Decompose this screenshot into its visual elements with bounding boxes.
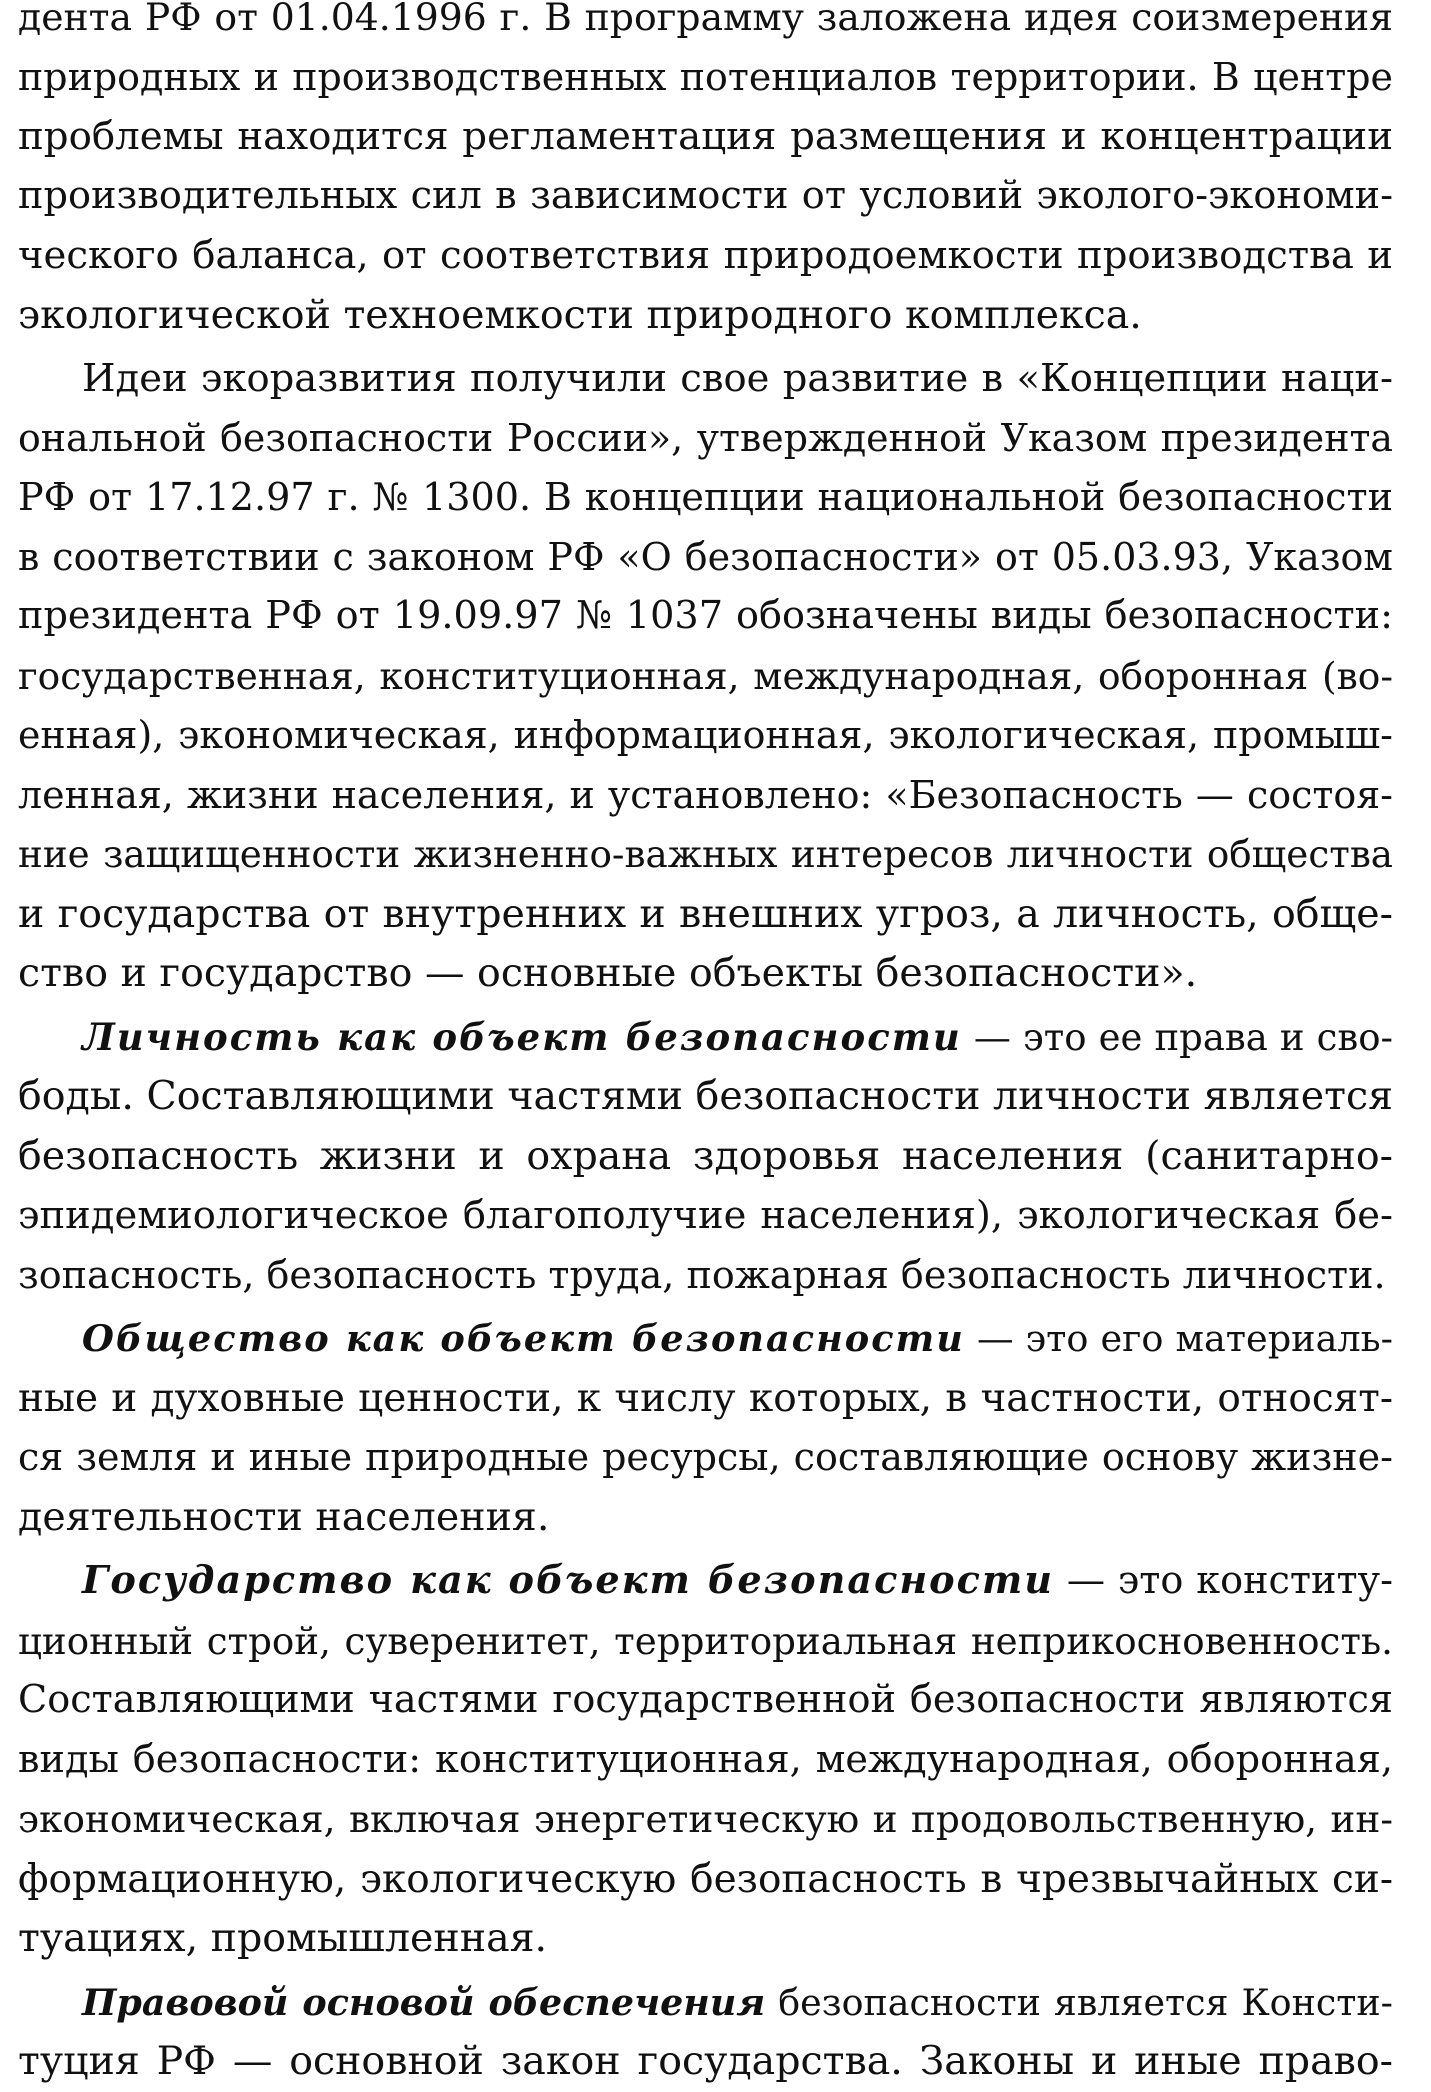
term-person-security: Личность как объект безопасности [82, 1014, 962, 1059]
text-line: ные и духовные ценности, к числу которых, в частности, относят- [18, 1375, 1393, 1421]
text-line: виды безопасности: конституционная, международная, оборонная, [18, 1737, 1393, 1782]
text-line: ство и государство — основные объекты безопасности». [18, 950, 1198, 996]
text-line: ние защищенности жизненно-важных интересов личности общества [18, 832, 1393, 876]
term-legal-basis: Правовой основой обеспечения [82, 1980, 766, 2024]
paragraph-eco-program [18, 0, 1393, 345]
text-line [18, 1551, 1393, 1612]
text-line: боды. Составляющими частями безопасности личности является [18, 1073, 1393, 1119]
text-line: проблемы находится регламентация размещения и концентрации [18, 114, 1393, 159]
text-line: деятельности населения. [18, 1493, 550, 1540]
text-line: РФ от 17.12.97 г. № 1300. В концепции национальной безопасности [18, 475, 1393, 519]
text-line [18, 1008, 1393, 1068]
text-line: государственная, конституционная, международная, оборонная (во- [18, 653, 1393, 698]
text-line: природных и производственных потенциалов территории. В центре [18, 54, 1393, 99]
text-line: безопасность жизни и охрана здоровья населения (санитарно- [18, 1132, 1393, 1179]
text-line: ционный строй, суверенитет, территориальная неприкосновенность. [18, 1618, 1393, 1663]
text-line: экологической техноемкости природного комплекса. [18, 291, 1142, 338]
term-state-security: Государство как объект безопасности [82, 1558, 1055, 1603]
text-line: и государства от внутренних и внешних угроз, а личность, обще- [18, 890, 1393, 937]
text-line: ся земля и иные природные ресурсы, составляющие основу жизне- [18, 1435, 1393, 1479]
text-line [18, 1309, 1393, 1369]
text-line: производительных сил в зависимости от условий эколого-экономи- [18, 173, 1393, 218]
text-line: туция РФ — основной закон государства. Законы и иные право- [18, 2038, 1393, 2084]
text-fragment: — это ее права и сво- [961, 1015, 1393, 1059]
text-line: экономическая, включая энергетическую и продовольственную, ин- [18, 1797, 1393, 1841]
paragraph-security-concept [18, 349, 1393, 1004]
text-line: Идеи экоразвития получили свое развитие в «Концепции наци- [82, 356, 1393, 401]
text-line: в соответствии с законом РФ «О безопасности» от 05.03.93, Указом [18, 534, 1393, 579]
text-line: ональной безопасности России», утвержденной Указом президента [18, 415, 1393, 460]
text-line: зопасность, безопасность труда, пожарная безопасность личности. [18, 1252, 1386, 1297]
document-page [18, 0, 1393, 2084]
paragraph-society-security [18, 1309, 1393, 1547]
paragraph-state-security [18, 1551, 1393, 1969]
text-line: енная), экономическая, информационная, экологическая, промыш- [18, 713, 1393, 757]
paragraph-person-security [18, 1008, 1393, 1306]
text-line: формационную, экологическую безопасность в чрезвычайных си- [18, 1856, 1393, 1902]
text-line: ленная, жизни населения, и установлено: «Безопасность — состоя- [18, 772, 1393, 817]
text-line: ческого баланса, от соответствия природоемкости производства и [18, 233, 1393, 278]
paragraph-legal-basis [18, 1973, 1393, 2092]
text-line: туациях, промышленная. [18, 1915, 548, 1961]
text-fragment: — это его материаль- [964, 1317, 1393, 1360]
text-line: дента РФ от 01.04.1996 г. В программу заложена идея соизмерения [18, 0, 1393, 39]
term-society-security: Общество как объект безопасности [82, 1317, 965, 1360]
text-line: президента РФ от 19.09.97 № 1037 обозначены виды безопасности: [18, 594, 1393, 638]
text-fragment: — это конститу- [1054, 1559, 1393, 1603]
text-fragment: безопасности является Консти- [765, 1980, 1393, 2024]
text-line: эпидемиологическое благополучие населения), экологическая бе- [18, 1193, 1393, 1238]
text-line: Составляющими частями государственной безопасности являются [18, 1678, 1393, 1722]
text-line [18, 1973, 1393, 2033]
